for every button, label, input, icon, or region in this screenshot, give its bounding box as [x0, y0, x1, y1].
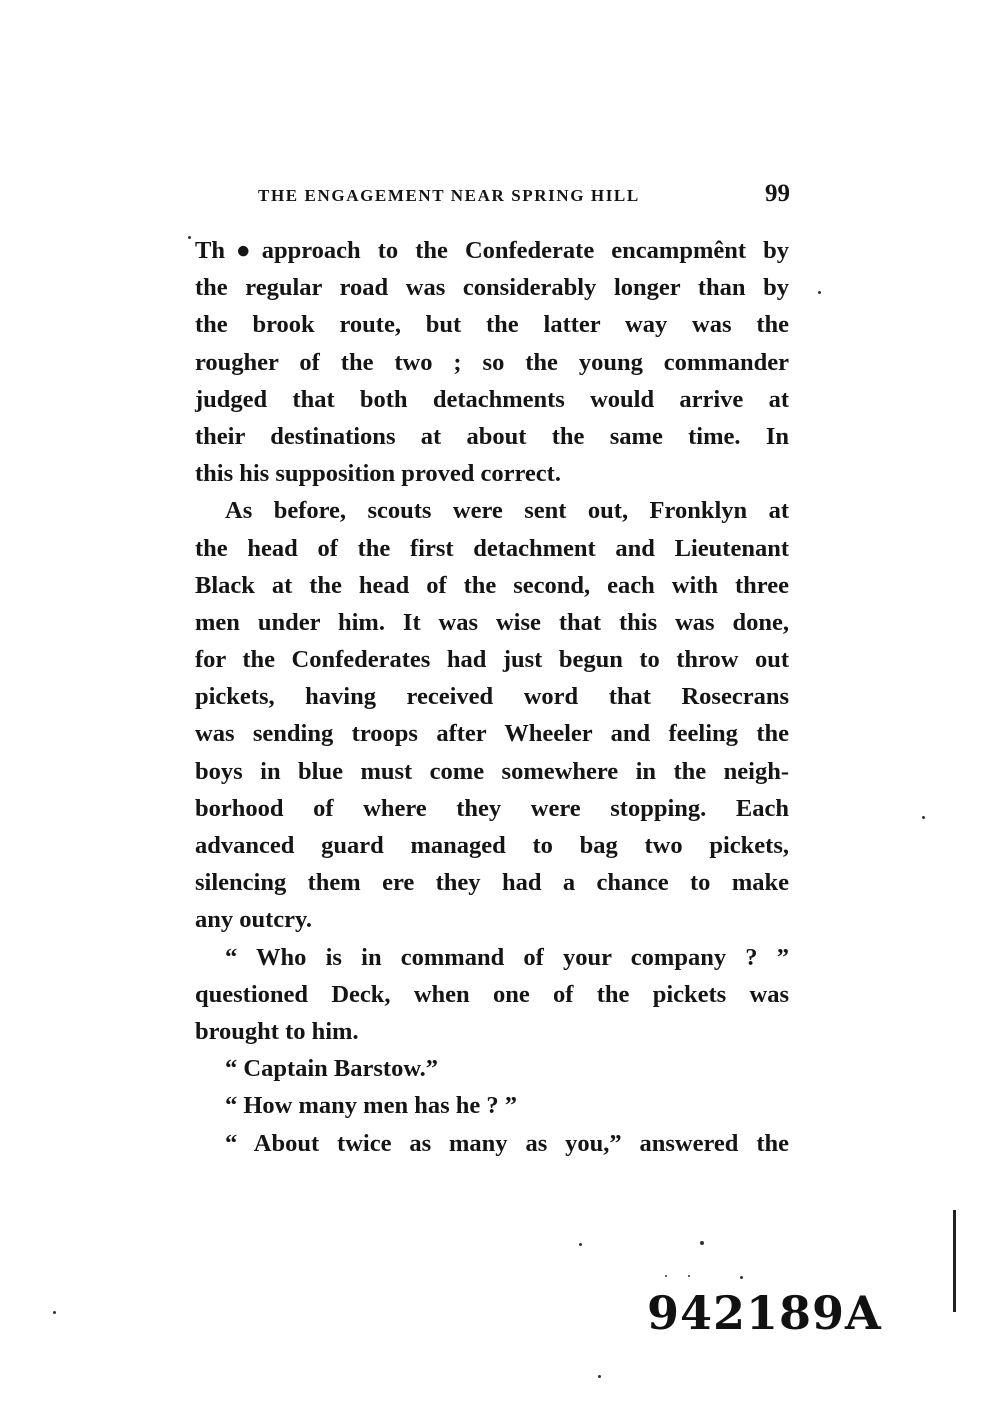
scan-speck: [579, 1243, 582, 1246]
scan-speck: [53, 1311, 56, 1314]
text-line: the brook route, but the latter way was the: [195, 311, 789, 339]
text-line: advanced guard managed to bag two pickets,: [195, 832, 789, 859]
text-line: silencing them ere they had a chance to make: [195, 869, 789, 897]
scan-speck: [818, 291, 821, 294]
text-line: As before, scouts were sent out, Fronklyn at: [225, 497, 789, 525]
scan-speck: [665, 1275, 667, 1277]
scan-speck: [688, 1275, 690, 1277]
text-line: questioned Deck, when one of the pickets was: [195, 980, 789, 1008]
page-number: 99: [765, 180, 790, 207]
text-line: “ About twice as many as you,” answered the: [225, 1129, 789, 1157]
text-line: brought to him.: [195, 1017, 359, 1045]
scan-speck: [700, 1241, 704, 1245]
text-line: this his supposition proved correct.: [195, 460, 561, 488]
scan-speck: [598, 1375, 601, 1378]
text-line: rougher of the two ; so the young commander: [195, 348, 789, 376]
text-line: men under him. It was wise that this was done,: [195, 608, 789, 636]
running-title: THE ENGAGEMENT NEAR SPRING HILL: [258, 186, 640, 205]
text-line: borhood of where they were stopping. Each: [195, 794, 789, 822]
page-edge-rule: [953, 1210, 956, 1312]
text-line: their destinations at about the same time. In: [195, 422, 789, 450]
text-line: Black at the head of the second, each with three: [195, 571, 789, 599]
text-line: the head of the first detachment and Lieutenant: [195, 534, 789, 562]
text-line: “ How many men has he ? ”: [225, 1092, 517, 1120]
text-line: was sending troops after Wheeler and feeling the: [195, 720, 789, 748]
text-line: for the Confederates had just begun to throw out: [195, 646, 789, 674]
text-line: judged that both detachments would arrive at: [195, 385, 789, 413]
running-head: [258, 180, 790, 214]
body-text: [195, 232, 789, 1162]
text-line: any outcry.: [195, 906, 313, 934]
text-line: pickets, having received word that Rosecrans: [195, 683, 789, 711]
text-line: “ Captain Barstow.”: [225, 1055, 439, 1083]
text-line: “ Who is in command of your company ? ”: [225, 943, 789, 971]
text-line: Th●approach to the Confederate encampmênt by: [195, 237, 789, 264]
text-line: the regular road was considerably longer than by: [195, 274, 789, 302]
library-stamp-number: 942189A: [647, 1286, 882, 1340]
scan-speck: [188, 236, 191, 239]
scan-speck: [922, 816, 925, 819]
text-line: boys in blue must come somewhere in the neigh-: [195, 757, 789, 785]
scan-speck: [740, 1276, 743, 1279]
